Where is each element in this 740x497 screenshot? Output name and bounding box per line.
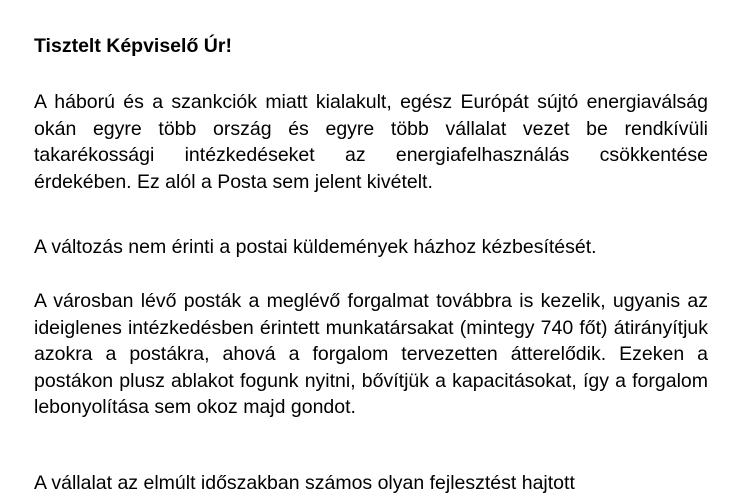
letter-paragraph: A városban lévő posták a meglévő forgalmat továbbra is kezelik, ugyanis az ideiglenes intézkedésben érintett munkatársakat (mintegy 740 főt) átirányítjuk azokra a postákra, ahová a forgalom tervezetten átterelődik. Ezeken a postákon plusz ablakot fogunk nyitni, bővítjük a kapacitásokat, így a forgalom lebonyolítása sem okoz majd gondot. bbox=[34, 290, 708, 418]
letter-paragraph: A változás nem érinti a postai küldemények házhoz kézbesítését. bbox=[34, 236, 597, 258]
letter-salutation: Tisztelt Képviselő Úr! bbox=[34, 35, 232, 57]
letter-paragraph: A vállalat az elmúlt időszakban számos olyan fejlesztést hajtott bbox=[34, 472, 575, 494]
letter-paragraph: A háború és a szankciók miatt kialakult, egész Európát sújtó energiaválság okán egyre több ország és egyre több vállalat vezet be rendkívüli takarékossági intézkedéseket az energiafelhasználás csökkentése érdekében. Ez alól a Posta sem jelent kivételt. bbox=[34, 91, 708, 193]
